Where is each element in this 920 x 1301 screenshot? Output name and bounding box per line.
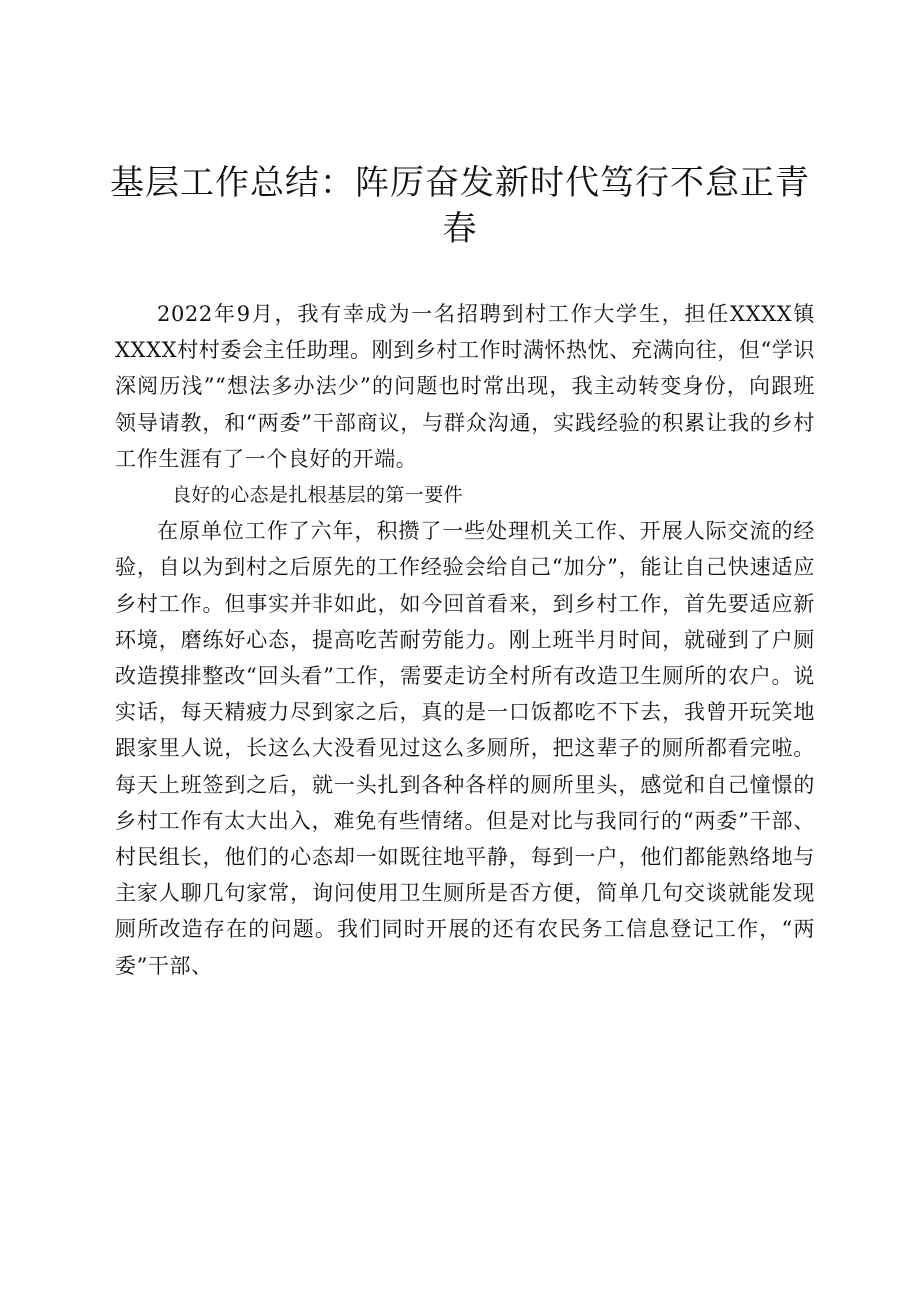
paragraph-intro: 2022年9月，我有幸成为一名招聘到村工作大学生，担任XXXX镇XXXX村村委会主任助理。刚到乡村工作时满怀热忱、充满向往，但“学识深阅历浅”“想法多办法少”的问题也时常出现，我主动转变身份，向跟班领导请教，和“两委”干部商议，与群众沟通，实践经验的积累让我的乡村工作生涯有了一个良好的开端。 [115,302,815,471]
section-heading: 良好的心态是扎根基层的第一要件 [172,484,464,507]
document-title: 基层工作总结：阵厉奋发新时代笃行不怠正青春 [110,163,810,249]
paragraph-body: 在原单位工作了六年，积攒了一些处理机关工作、开展人际交流的经验，自以为到村之后原先的工作经验会给自己“加分”，能让自己快速适应乡村工作。但事实并非如此，如今回首看来，到乡村工作，首先要适应新环境，磨练好心态，提高吃苦耐劳能力。刚上班半月时间，就碰到了户厕改造摸排整改“回头看”工作，需要走访全村所有改造卫生厕所的农户。说实话，每天精疲力尽到家之后，真的是一口饭都吃不下去，我曾开玩笑地跟家里人说，长这么大没看见过这么多厕所，把这辈子的厕所都看完啦。每天上班签到之后，就一头扎到各种各样的厕所里头，感觉和自己憧憬的乡村工作有太大出入，难免有些情绪。但是对比与我同行的“两委”干部、村民组长，他们的心态却一如既往地平静，每到一户，他们都能熟络地与主家人聊几句家常，询问使用卫生厕所是否方便，简单几句交谈就能发现厕所改造存在的问题。我们同时开展的还有农民务工信息登记工作，“两委”干部、 [115,519,815,978]
document-body [115,296,815,984]
